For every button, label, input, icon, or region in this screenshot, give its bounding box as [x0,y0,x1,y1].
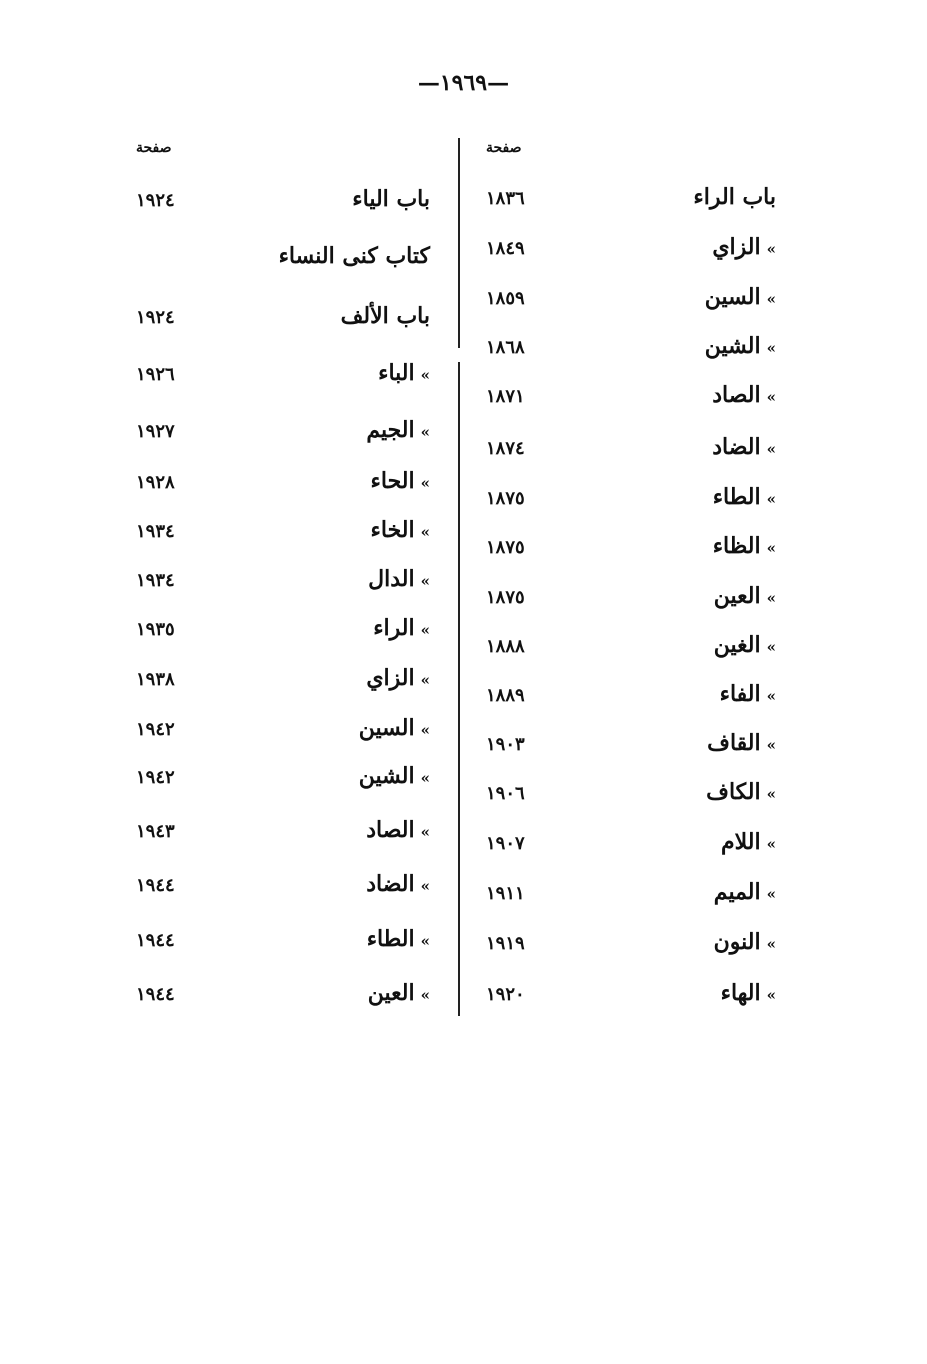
ditto-mark: » [420,769,430,787]
right-column-entry-page: ١٩٠٧ [486,833,525,854]
left-column-entry [0,360,927,392]
right-column-entry-page: ١٨٧٥ [486,537,525,558]
ditto-mark: » [420,721,430,739]
right-column-entry-title: الطاء [712,484,761,510]
left-column-entry [0,763,927,795]
left-column-entry-label [352,186,430,212]
left-column-entry-label [366,665,430,691]
left-column-entry-title: الخاء [370,517,415,543]
right-column-entry-page: ١٨٧٥ [486,488,525,509]
ditto-mark: » [766,687,776,705]
right-column-entry-page: ١٨٥٩ [486,288,525,309]
left-column-entry-page: ١٩٢٨ [136,472,175,493]
right-column-entry-page: ١٨٣٦ [486,188,525,209]
right-column-entry-title: الزاي [712,234,761,260]
ditto-mark: » [766,885,776,903]
left-column-entry-title: السين [358,715,415,741]
right-column-entry-title: الفاء [719,681,761,707]
left-column-entry-label [378,360,430,386]
left-column-entry-title: كتاب كنى النساء [278,243,430,269]
left-column-entry-page: ١٩٣٤ [136,521,175,542]
left-column-entry [0,186,927,218]
ditto-mark: » [420,621,430,639]
ditto-mark: » [766,589,776,607]
right-column-entry-title: الغين [713,632,761,658]
left-column-entry-page: ١٩٢٤ [136,190,175,211]
left-column-entry-label [279,243,430,269]
ditto-mark: » [420,474,430,492]
right-column-entry-page: ١٨٦٨ [486,337,525,358]
left-column-entry-title: الراء [373,615,415,641]
left-column-entry [0,517,927,549]
ditto-mark: » [766,339,776,357]
left-column-entry-label [359,763,430,789]
right-column-entry-page: ١٩٠٦ [486,783,525,804]
left-column-entry-page: ١٩٣٥ [136,619,175,640]
ditto-mark: » [766,490,776,508]
left-column-entry-title: الباء [378,360,415,386]
ditto-mark: » [766,539,776,557]
left-column-entry-page: ١٩٢٦ [136,364,175,385]
left-column-entry-title: الصاد [366,817,415,843]
left-column-entry-page: ١٩٤٤ [136,930,175,951]
left-column-entry [0,665,927,697]
left-column-entry-page: ١٩٤٢ [136,767,175,788]
ditto-mark: » [766,440,776,458]
right-column-entry-page: ١٩١٩ [486,933,525,954]
right-column-entry-page: ١٨٧٤ [486,438,525,459]
right-column-entry-page: ١٩١١ [486,883,525,904]
left-column-entry-title: باب الألف [340,303,430,329]
right-column-entry-page: ١٨٨٩ [486,685,525,706]
right-column-entry-page: ١٩٠٣ [486,734,525,755]
right-column-entry-title: الميم [713,879,761,905]
left-column-entry [0,926,927,958]
left-column-entry-label [366,817,430,843]
ditto-mark: » [420,932,430,950]
right-column-entry-title: الضاد [712,434,761,460]
ditto-mark: » [420,986,430,1004]
left-column-entry-label [368,566,430,592]
ditto-mark: » [766,785,776,803]
ditto-mark: » [766,638,776,656]
left-column-entry [0,303,927,335]
left-column-entry-page: ١٩٤٤ [136,984,175,1005]
right-column-entry-title: القاف [707,730,761,756]
left-column-entry-title: العين [367,980,415,1006]
left-column-entry-label [371,517,430,543]
left-column-entry-label [367,926,430,952]
right-column-entry-title: العين [713,583,761,609]
left-column-entry-label [366,871,430,897]
right-column-entry-title: الصاد [712,382,761,408]
right-column-entry-title: الهاء [720,980,761,1006]
ditto-mark: » [420,572,430,590]
left-column-entry-title: الدال [368,566,415,592]
left-column-entry-label [368,980,430,1006]
left-column-entry [0,417,927,449]
left-column-entry [0,243,927,275]
left-column-entry [0,715,927,747]
left-column-entry [0,615,927,647]
right-column-entry-title: السين [704,284,761,310]
left-column-entry-page: ١٩٤٤ [136,875,175,896]
left-column-entry-title: الضاد [366,871,415,897]
ditto-mark: » [420,823,430,841]
left-column-entry-label [373,615,430,641]
left-column-entry [0,566,927,598]
right-column-entry-page: ١٨٧١ [486,386,525,407]
left-column-entry-page: ١٩٢٤ [136,307,175,328]
left-column-entry-title: الشين [358,763,415,789]
left-column-entry-page: ١٩٣٨ [136,669,175,690]
left-column-entry-page: ١٩٤٢ [136,719,175,740]
ditto-mark: » [766,240,776,258]
right-column-entry-title: الظاء [712,533,761,559]
right-column-entry-page: ١٨٤٩ [486,238,525,259]
right-column-entry-title: الكاف [706,779,761,805]
right-column-entry-title: باب الراء [693,184,776,210]
ditto-mark: » [420,423,430,441]
left-column-entry-label [371,468,430,494]
left-column-entry-label [341,303,430,329]
right-column-entry-page: ١٨٧٥ [486,587,525,608]
ditto-mark: » [420,671,430,689]
left-column-entry-title: باب الياء [352,186,430,212]
left-column-entry [0,871,927,903]
left-column-entry [0,468,927,500]
left-column-entry-title: الجيم [366,417,415,443]
right-column-entry-title: الشين [704,333,761,359]
left-column-entry-title: الزاي [366,665,415,691]
left-column-entry-label [359,715,430,741]
right-column-page-header: صفحة [486,140,522,156]
ditto-mark: » [766,736,776,754]
ditto-mark: » [420,366,430,384]
left-column-entry-page: ١٩٤٣ [136,821,175,842]
ditto-mark: » [766,835,776,853]
left-column-entry-page: ١٩٣٤ [136,570,175,591]
left-column-page-header: صفحة [136,140,172,156]
ditto-mark: » [766,388,776,406]
right-column-entry-page: ١٩٢٠ [486,984,525,1005]
left-column-entry [0,817,927,849]
ditto-mark: » [766,290,776,308]
right-column-entry-title: اللام [721,829,761,855]
left-column-entry-page: ١٩٢٧ [136,421,175,442]
ditto-mark: » [420,523,430,541]
right-column-entry-label [705,333,776,359]
right-column-entry-page: ١٨٨٨ [486,636,525,657]
ditto-mark: » [420,877,430,895]
right-column-entry-title: النون [713,929,761,955]
left-column-entry-title: الطاء [366,926,415,952]
left-column-entry-label [366,417,430,443]
ditto-mark: » [766,986,776,1004]
ditto-mark: » [766,935,776,953]
left-column-entry [0,980,927,1012]
page-number: —١٩٦٩— [417,70,510,96]
left-column-entry-title: الحاء [370,468,415,494]
